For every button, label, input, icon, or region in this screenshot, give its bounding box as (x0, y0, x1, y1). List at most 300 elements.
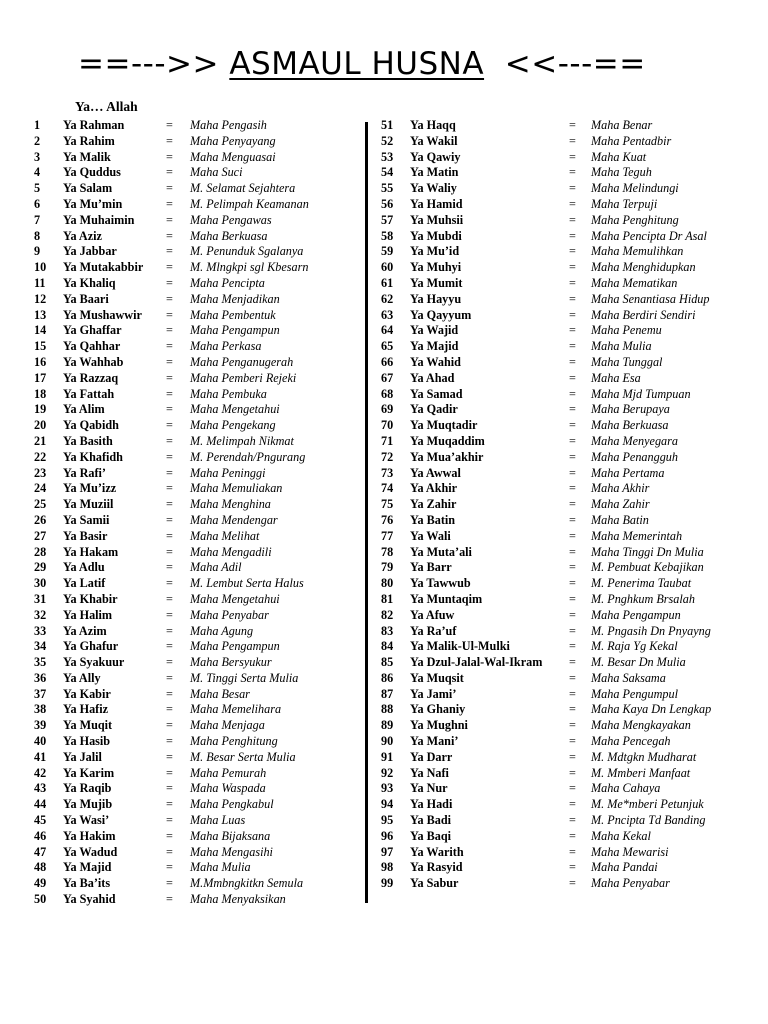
item-number: 94 (381, 797, 394, 812)
list-item (370, 797, 768, 813)
list-item (0, 813, 360, 829)
item-number: 36 (34, 670, 47, 685)
item-number: 48 (34, 860, 47, 875)
list-item (0, 797, 360, 813)
list-item (370, 750, 768, 766)
item-number: 5 (34, 181, 41, 196)
item-number: 15 (34, 339, 47, 354)
item-separator: = (569, 576, 576, 591)
names-list-right (370, 118, 768, 892)
list-item (0, 292, 360, 308)
item-meaning: Maha Mengetahui (190, 402, 280, 417)
item-meaning: Maha Luas (190, 813, 246, 828)
item-number: 43 (34, 781, 47, 796)
list-item (370, 292, 768, 308)
item-name: Ya Syahid (63, 892, 116, 907)
item-separator: = (569, 196, 576, 211)
item-separator: = (569, 813, 576, 828)
item-meaning: Maha Pengasih (190, 118, 267, 132)
item-separator: = (569, 307, 576, 322)
item-name: Ya Afuw (410, 607, 455, 622)
item-separator: = (166, 655, 173, 670)
item-meaning: Maha Mulia (591, 339, 652, 354)
item-name: Ya Khabir (63, 591, 118, 606)
item-meaning: Maha Menyegara (591, 433, 678, 448)
item-separator: = (569, 481, 576, 496)
item-number: 81 (381, 591, 394, 606)
list-item (370, 687, 768, 703)
item-number: 27 (34, 528, 47, 543)
item-number: 89 (381, 718, 394, 733)
item-meaning: M. Selamat Sejahtera (190, 181, 296, 196)
item-name: Ya Halim (63, 607, 113, 622)
item-name: Ya Batin (410, 512, 456, 527)
item-name: Ya Ba’its (63, 876, 111, 891)
item-meaning: Maha Berkuasa (591, 418, 669, 433)
item-name: Ya Mutakabbir (63, 260, 144, 275)
item-separator: = (569, 828, 576, 843)
item-number: 40 (34, 734, 47, 749)
item-separator: = (166, 354, 173, 369)
item-number: 10 (34, 260, 47, 275)
list-item (0, 213, 360, 229)
list-item (370, 371, 768, 387)
item-meaning: Maha Memuliakan (190, 481, 283, 496)
list-item (0, 702, 360, 718)
item-separator: = (166, 749, 173, 764)
list-item (0, 481, 360, 497)
item-number: 45 (34, 813, 47, 828)
list-item (0, 876, 360, 892)
item-meaning: Maha Melihat (190, 528, 260, 543)
item-separator: = (569, 844, 576, 859)
item-meaning: Maha Batin (591, 512, 649, 527)
item-separator: = (569, 291, 576, 306)
item-meaning: Maha Besar (190, 686, 250, 701)
item-meaning: Maha Berkuasa (190, 228, 268, 243)
item-separator: = (569, 402, 576, 417)
item-meaning: Maha Pentadbir (591, 133, 672, 148)
item-number: 34 (34, 639, 47, 654)
item-name: Ya Baqi (410, 828, 451, 843)
list-item (0, 671, 360, 687)
item-number: 20 (34, 418, 47, 433)
item-separator: = (166, 512, 173, 527)
item-separator: = (569, 591, 576, 606)
item-name: Ya Raqib (63, 781, 112, 796)
item-name: Ya Waliy (410, 181, 457, 196)
item-meaning: Maha Penangguh (591, 449, 678, 464)
list-item (0, 150, 360, 166)
item-separator: = (166, 418, 173, 433)
item-meaning: Maha Terpuji (591, 196, 658, 211)
list-item (0, 560, 360, 576)
item-separator: = (569, 718, 576, 733)
list-item (370, 244, 768, 260)
item-name: Ya Hafiz (63, 702, 109, 717)
item-meaning: Maha Bijaksana (190, 828, 271, 843)
item-meaning: M. Mlngkpi sgl Kbesarn (190, 260, 309, 275)
list-item (0, 197, 360, 213)
item-separator: = (166, 196, 173, 211)
item-separator: = (569, 497, 576, 512)
item-number: 61 (381, 275, 394, 290)
item-name: Ya Ally (63, 670, 101, 685)
item-number: 28 (34, 544, 47, 559)
list-item (0, 260, 360, 276)
item-separator: = (569, 339, 576, 354)
item-separator: = (569, 528, 576, 543)
list-item (370, 876, 768, 892)
list-item (0, 229, 360, 245)
item-name: Ya Rahman (63, 118, 125, 132)
item-number: 96 (381, 828, 394, 843)
list-item (370, 702, 768, 718)
item-separator: = (166, 844, 173, 859)
item-name: Ya Nafi (410, 765, 449, 780)
item-meaning: Maha Mulia (190, 860, 251, 875)
item-meaning: Maha Pengumpul (591, 686, 678, 701)
item-number: 63 (381, 307, 394, 322)
item-number: 56 (381, 196, 394, 211)
item-meaning: Maha Zahir (591, 497, 650, 512)
item-number: 59 (381, 244, 394, 259)
list-item (0, 418, 360, 434)
item-number: 57 (381, 212, 394, 227)
list-item (0, 466, 360, 482)
list-item (0, 387, 360, 403)
item-number: 49 (34, 876, 47, 891)
item-name: Ya Wakil (410, 133, 458, 148)
list-item (370, 339, 768, 355)
item-name: Ya Muziil (63, 497, 114, 512)
item-meaning: Maha Menghidupkan (591, 260, 696, 275)
item-separator: = (166, 544, 173, 559)
list-item (370, 513, 768, 529)
item-separator: = (569, 370, 576, 385)
item-name: Ya Basir (63, 528, 108, 543)
item-number: 80 (381, 576, 394, 591)
item-number: 22 (34, 449, 47, 464)
item-separator: = (569, 149, 576, 164)
item-meaning: Maha Adil (190, 560, 242, 575)
list-item (0, 718, 360, 734)
item-meaning: Maha Penghitung (591, 212, 679, 227)
item-separator: = (166, 702, 173, 717)
item-meaning: Maha Saksama (591, 670, 666, 685)
list-item (370, 813, 768, 829)
item-separator: = (569, 512, 576, 527)
item-number: 54 (381, 165, 394, 180)
item-separator: = (569, 544, 576, 559)
item-name: Ya Salam (63, 181, 113, 196)
item-number: 73 (381, 465, 394, 480)
item-name: Ya Mumit (410, 275, 463, 290)
item-meaning: Maha Pembentuk (190, 307, 276, 322)
item-name: Ya Majid (410, 339, 459, 354)
list-item (0, 244, 360, 260)
list-item (0, 371, 360, 387)
item-meaning: M. Pngasih Dn Pnyayng (591, 623, 711, 638)
item-number: 99 (381, 876, 394, 891)
item-number: 97 (381, 844, 394, 859)
item-meaning: Maha Peninggi (190, 465, 266, 480)
item-meaning: Maha Mengadili (190, 544, 272, 559)
list-item (370, 387, 768, 403)
item-separator: = (166, 244, 173, 259)
list-item (0, 355, 360, 371)
item-name: Ya Mu’id (410, 244, 460, 259)
item-meaning: Maha Tunggal (591, 354, 663, 369)
list-item (0, 781, 360, 797)
item-separator: = (166, 528, 173, 543)
item-number: 66 (381, 354, 394, 369)
list-item (0, 118, 360, 134)
item-meaning: Maha Pencipta Dr Asal (591, 228, 707, 243)
item-number: 18 (34, 386, 47, 401)
item-name: Ya Ra’uf (410, 623, 457, 638)
item-separator: = (166, 734, 173, 749)
item-separator: = (569, 560, 576, 575)
item-meaning: Maha Pengampun (190, 639, 280, 654)
item-name: Ya Samii (63, 512, 110, 527)
subtitle: Ya… Allah (75, 99, 138, 114)
item-meaning: Maha Pencipta (190, 275, 265, 290)
item-number: 92 (381, 765, 394, 780)
item-meaning: Maha Waspada (190, 781, 266, 796)
item-number: 74 (381, 481, 394, 496)
item-number: 65 (381, 339, 394, 354)
item-number: 7 (34, 212, 41, 227)
item-number: 12 (34, 291, 47, 306)
item-number: 82 (381, 607, 394, 622)
list-item (370, 734, 768, 750)
item-name: Ya Hakim (63, 828, 116, 843)
item-meaning: Maha Tinggi Dn Mulia (591, 544, 704, 559)
item-number: 79 (381, 560, 394, 575)
item-number: 77 (381, 528, 394, 543)
item-name: Ya Wadud (63, 844, 118, 859)
item-number: 25 (34, 497, 47, 512)
item-name: Ya Samad (410, 386, 463, 401)
item-meaning: Maha Melindungi (591, 181, 679, 196)
item-name: Ya Latif (63, 576, 106, 591)
item-separator: = (166, 370, 173, 385)
item-meaning: M. Pelimpah Keamanan (190, 196, 309, 211)
item-name: Ya Awwal (410, 465, 461, 480)
list-item (370, 118, 768, 134)
item-name: Ya Baari (63, 291, 109, 306)
item-number: 60 (381, 260, 394, 275)
item-separator: = (166, 607, 173, 622)
item-meaning: Maha Mewarisi (591, 844, 669, 859)
item-meaning: M. Pembuat Kebajikan (591, 560, 704, 575)
item-number: 87 (381, 686, 394, 701)
item-name: Ya Dzul-Jalal-Wal-Ikram (410, 655, 543, 670)
item-separator: = (166, 828, 173, 843)
item-name: Ya Badi (410, 813, 451, 828)
item-number: 91 (381, 749, 394, 764)
list-item (0, 181, 360, 197)
list-item (370, 829, 768, 845)
item-meaning: Maha Penemu (591, 323, 662, 338)
list-item (370, 434, 768, 450)
item-meaning: Maha Perkasa (190, 339, 262, 354)
item-number: 44 (34, 797, 47, 812)
list-item (0, 624, 360, 640)
item-name: Ya Wasi’ (63, 813, 110, 828)
item-meaning: Maha Bersyukur (190, 655, 272, 670)
list-item (370, 181, 768, 197)
item-number: 37 (34, 686, 47, 701)
item-meaning: Maha Memelihara (190, 702, 282, 717)
title-right-arrows: <<---== (504, 46, 646, 82)
item-separator: = (569, 876, 576, 891)
item-number: 52 (381, 133, 394, 148)
item-name: Ya Hadi (410, 797, 453, 812)
item-number: 38 (34, 702, 47, 717)
item-meaning: Maha Kuat (591, 149, 647, 164)
list-item (0, 450, 360, 466)
item-number: 26 (34, 512, 47, 527)
list-item (370, 860, 768, 876)
item-separator: = (569, 749, 576, 764)
item-number: 78 (381, 544, 394, 559)
list-item (370, 197, 768, 213)
item-name: Ya Zahir (410, 497, 457, 512)
item-name: Ya Warith (410, 844, 464, 859)
names-list-left (0, 118, 360, 908)
item-number: 9 (34, 244, 41, 259)
item-name: Ya Muhsii (410, 212, 464, 227)
list-item (370, 229, 768, 245)
item-number: 21 (34, 433, 47, 448)
item-separator: = (569, 623, 576, 638)
item-number: 33 (34, 623, 47, 638)
item-meaning: Maha Cahaya (591, 781, 661, 796)
item-number: 83 (381, 623, 394, 638)
list-item (0, 892, 360, 908)
item-name: Ya Darr (410, 749, 453, 764)
item-separator: = (569, 354, 576, 369)
list-item (0, 734, 360, 750)
item-separator: = (569, 797, 576, 812)
list-item (370, 260, 768, 276)
item-number: 62 (381, 291, 394, 306)
item-separator: = (166, 481, 173, 496)
list-item (370, 165, 768, 181)
item-number: 76 (381, 512, 394, 527)
item-number: 2 (34, 133, 41, 148)
item-meaning: Maha Menjaga (190, 718, 265, 733)
list-item (0, 323, 360, 339)
list-item (0, 497, 360, 513)
item-meaning: Maha Kekal (591, 828, 651, 843)
list-item (370, 150, 768, 166)
item-separator: = (569, 765, 576, 780)
item-name: Ya Syakuur (63, 655, 125, 670)
list-item (370, 545, 768, 561)
item-number: 58 (381, 228, 394, 243)
list-item (370, 781, 768, 797)
item-name: Ya Mua’akhir (410, 449, 484, 464)
list-item (0, 545, 360, 561)
item-number: 23 (34, 465, 47, 480)
item-meaning: M. Besar Serta Mulia (190, 749, 296, 764)
list-item (0, 845, 360, 861)
item-meaning: Maha Memerintah (591, 528, 683, 543)
item-separator: = (166, 670, 173, 685)
item-name: Ya Alim (63, 402, 105, 417)
item-separator: = (166, 339, 173, 354)
item-number: 86 (381, 670, 394, 685)
list-item (0, 339, 360, 355)
item-separator: = (166, 165, 173, 180)
item-name: Ya Mughni (410, 718, 468, 733)
item-meaning: M. Melimpah Nikmat (190, 433, 294, 448)
list-item (370, 592, 768, 608)
item-name: Ya Wahhab (63, 354, 124, 369)
list-item (0, 860, 360, 876)
item-number: 85 (381, 655, 394, 670)
item-meaning: Maha Penghitung (190, 734, 278, 749)
item-separator: = (569, 639, 576, 654)
list-item (370, 276, 768, 292)
list-item (370, 213, 768, 229)
item-name: Ya Mani’ (410, 734, 459, 749)
list-item (0, 687, 360, 703)
item-meaning: Maha Pengkabul (190, 797, 274, 812)
item-number: 39 (34, 718, 47, 733)
list-item (370, 466, 768, 482)
item-separator: = (569, 260, 576, 275)
list-item (370, 481, 768, 497)
item-separator: = (166, 765, 173, 780)
item-meaning: Maha Mengkayakan (591, 718, 691, 733)
item-name: Ya Muhaimin (63, 212, 135, 227)
item-separator: = (166, 813, 173, 828)
item-meaning: M. Penunduk Sgalanya (190, 244, 304, 259)
list-item (0, 308, 360, 324)
item-meaning: Maha Pengekang (190, 418, 276, 433)
item-separator: = (166, 275, 173, 290)
list-item (370, 655, 768, 671)
item-name: Ya Basith (63, 433, 113, 448)
item-number: 50 (34, 892, 47, 907)
list-item (0, 655, 360, 671)
item-name: Ya Jami’ (410, 686, 457, 701)
item-meaning: Maha Penyabar (591, 876, 670, 891)
item-name: Ya Malik-Ul-Mulki (410, 639, 510, 654)
item-meaning: Maha Menghina (190, 497, 271, 512)
item-number: 1 (34, 118, 41, 132)
item-name: Ya Rafi’ (63, 465, 106, 480)
list-item (370, 718, 768, 734)
list-item (370, 450, 768, 466)
item-meaning: Maha Penganugerah (190, 354, 294, 369)
list-item (0, 134, 360, 150)
item-number: 29 (34, 560, 47, 575)
item-name: Ya Muntaqim (410, 591, 483, 606)
item-separator: = (569, 212, 576, 227)
item-name: Ya Qadir (410, 402, 458, 417)
item-meaning: Maha Akhir (591, 481, 650, 496)
item-name: Ya Ghaniy (410, 702, 466, 717)
item-name: Ya Jabbar (63, 244, 117, 259)
item-separator: = (569, 686, 576, 701)
item-name: Ya Qayyum (410, 307, 472, 322)
item-name: Ya Adlu (63, 560, 105, 575)
